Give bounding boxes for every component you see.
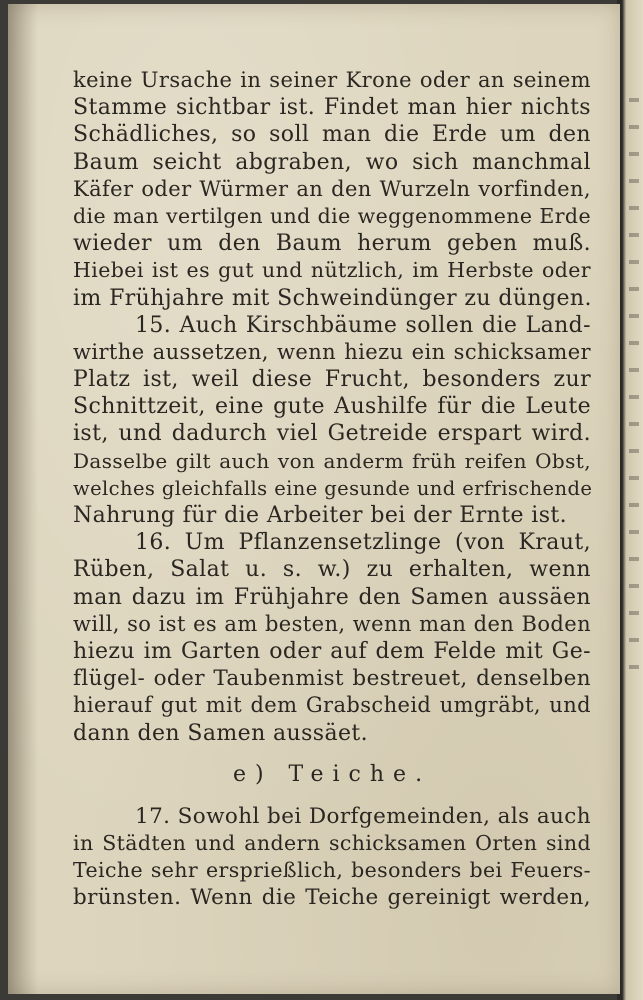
text-line: Hiebei ist es gut und nützlich, im Herbste oder	[73, 258, 591, 283]
book-page	[8, 4, 620, 994]
text-line: Schädliches, so soll man die Erde um den	[73, 122, 591, 148]
text-line: Platz ist, weil diese Frucht, besonders zur	[73, 367, 591, 393]
text-line: hierauf gut mit dem Grabscheid umgräbt, und	[73, 693, 591, 718]
text-line: hiezu im Garten oder auf dem Felde mit Ge-	[73, 638, 591, 664]
paragraph-16	[73, 529, 591, 747]
paragraph-continuation	[73, 67, 591, 312]
text-line: wieder um den Baum herum geben muß.	[73, 231, 591, 257]
text-line: die man vertilgen und die weggenommene Erde	[73, 203, 591, 228]
text-line: Teiche sehr ersprießlich, besonders bei Feuers-	[73, 858, 591, 883]
adjacent-page-edge	[617, 0, 643, 1000]
text-line: wirthe aussetzen, wenn hiezu ein schicksamer	[73, 339, 591, 364]
text-line: welches gleichfalls eine gesunde und erfrischende	[73, 476, 593, 500]
paragraph-15	[73, 312, 591, 530]
text-line: will, so ist es am besten, wenn man den Boden	[73, 611, 591, 636]
text-line: 15. Auch Kirschbäume sollen die Land-	[135, 312, 591, 338]
text-line: 17. Sowohl bei Dorfgemeinden, als auch	[135, 803, 591, 829]
text-line: Nahrung für die Arbeiter bei der Ernte ist.	[73, 503, 568, 528]
text-line: brünsten. Wenn die Teiche gereinigt werden,	[73, 885, 591, 911]
text-line: Käfer oder Würmer an den Wurzeln vorfinden,	[73, 176, 591, 201]
text-line: im Frühjahre mit Schweindünger zu düngen.	[73, 285, 592, 311]
text-line: 16. Um Pflanzensetzlinge (von Kraut,	[135, 530, 591, 556]
text-line: keine Ursache in seiner Krone oder an seinem	[73, 68, 591, 92]
text-line: Schnittzeit, eine gute Aushilfe für die Leute	[73, 394, 591, 420]
text-line: Baum seicht abgraben, wo sich manchmal	[73, 149, 591, 175]
text-line: Dasselbe gilt auch von anderm früh reifen Obst,	[73, 448, 591, 473]
section-heading: e) Teiche.	[232, 761, 432, 787]
text-line: Rüben, Salat u. s. w.) zu erhalten, wenn	[73, 557, 591, 583]
paragraph-17	[73, 803, 591, 912]
page-gutter-shadow	[8, 4, 38, 994]
text-line: in Städten und andern schicksamen Orten sind	[73, 831, 591, 856]
text-line: flügel- oder Taubenmist bestreuet, denselben	[73, 666, 591, 692]
text-line: man dazu im Frühjahre den Samen aussäen	[73, 584, 591, 610]
page-text	[73, 67, 591, 912]
text-line: dann den Samen aussäet.	[73, 720, 369, 746]
text-line: ist, und dadurch viel Getreide erspart wird.	[73, 421, 591, 447]
text-line: Stamme sichtbar ist. Findet man hier nichts	[73, 95, 591, 121]
